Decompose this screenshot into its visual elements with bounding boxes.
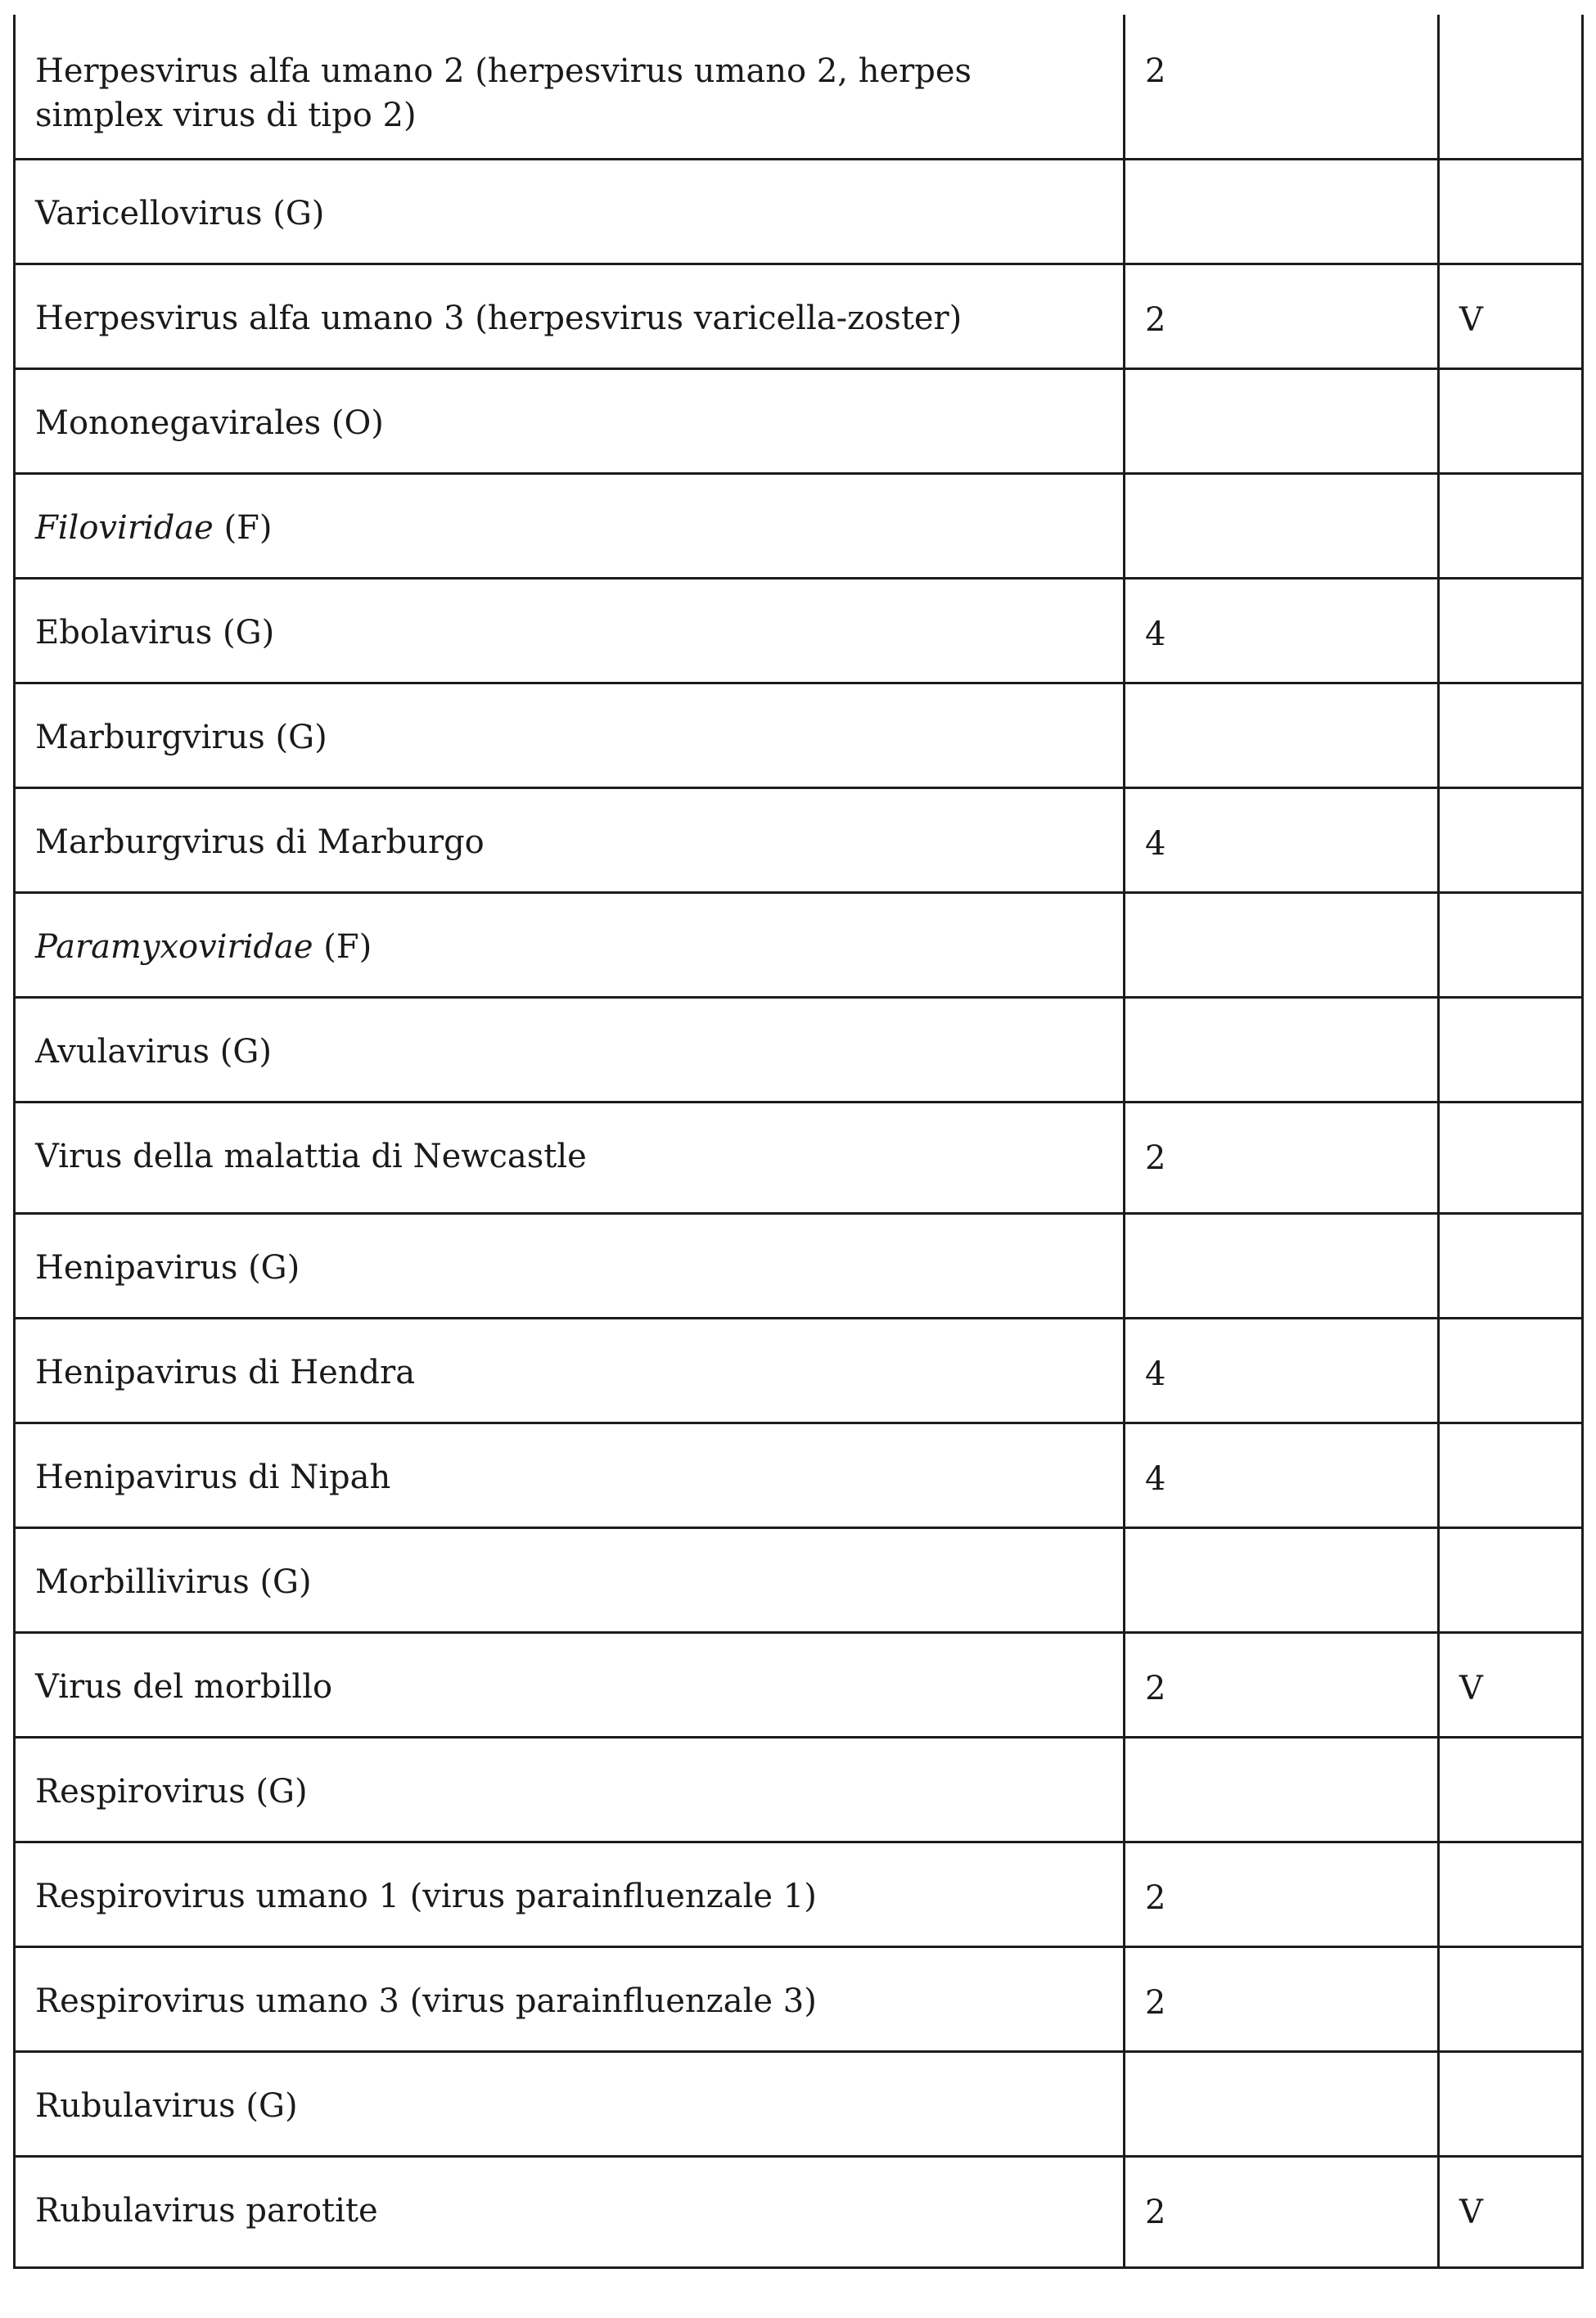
agent-classification-table: [13, 15, 1584, 2269]
risk-group-cell: [1125, 683, 1439, 787]
agent-name: Henipavirus di Hendra: [35, 1353, 416, 1391]
agent-name-cell: [15, 787, 1125, 892]
risk-group-cell: [1125, 1527, 1439, 1632]
risk-group-cell: 2: [1125, 264, 1439, 368]
agent-name-cell: [15, 264, 1125, 368]
table-row: [15, 1737, 1583, 1842]
risk-group-cell: [1125, 473, 1439, 578]
note-cell: [1439, 1737, 1583, 1842]
note-cell: V: [1439, 264, 1583, 368]
table-row: [15, 1102, 1583, 1213]
risk-group-cell: [1125, 368, 1439, 473]
agent-name-cell: [15, 2051, 1125, 2156]
agent-name-cell: [15, 159, 1125, 264]
risk-group-cell: 4: [1125, 578, 1439, 683]
note-cell: [1439, 683, 1583, 787]
agent-name: Marburgvirus (G): [35, 718, 327, 756]
agent-name: Henipavirus di Nipah: [35, 1458, 391, 1496]
table-row: [15, 892, 1583, 997]
agent-name-cell: [15, 1842, 1125, 1946]
risk-group-cell: [1125, 892, 1439, 997]
agent-name-cell: [15, 997, 1125, 1102]
risk-group-cell: 2: [1125, 1842, 1439, 1946]
agent-name-italic: Filoviridae: [35, 508, 214, 547]
table-row: [15, 2051, 1583, 2156]
risk-group-cell: [1125, 1213, 1439, 1318]
note-cell: [1439, 159, 1583, 264]
risk-group-cell: 4: [1125, 1318, 1439, 1423]
note-cell: [1439, 1318, 1583, 1423]
agent-name: Respirovirus umano 1 (virus parainfluenzale 1): [35, 1877, 817, 1915]
risk-group-cell: 4: [1125, 787, 1439, 892]
note-cell: [1439, 578, 1583, 683]
table-row: [15, 2156, 1583, 2267]
table-row: [15, 1946, 1583, 2051]
agent-name: Respirovirus (G): [35, 1772, 308, 1811]
risk-group-cell: [1125, 1737, 1439, 1842]
note-cell: [1439, 997, 1583, 1102]
table-row: [15, 473, 1583, 578]
table-row: [15, 1842, 1583, 1946]
agent-name: Virus della malattia di Newcastle: [35, 1137, 587, 1175]
agent-name: Herpesvirus alfa umano 2 (herpesvirus umano 2, herpes simplex virus di tipo 2): [35, 52, 972, 134]
agent-name-cell: [15, 1213, 1125, 1318]
agent-name: Varicellovirus (G): [35, 194, 325, 232]
note-cell: [1439, 787, 1583, 892]
note-cell: [1439, 15, 1583, 159]
note-cell: [1439, 1842, 1583, 1946]
agent-name-cell: [15, 1632, 1125, 1737]
agent-name: Mononegavirales (O): [35, 404, 384, 442]
agent-name: Ebolavirus (G): [35, 613, 275, 652]
agent-name-cell: [15, 368, 1125, 473]
risk-group-cell: 2: [1125, 2156, 1439, 2267]
agent-name-cell: [15, 1737, 1125, 1842]
note-cell: [1439, 368, 1583, 473]
risk-group-cell: 2: [1125, 15, 1439, 159]
agent-name-cell: [15, 15, 1125, 159]
table-body: [15, 15, 1583, 2267]
table-row: [15, 1527, 1583, 1632]
note-cell: [1439, 892, 1583, 997]
agent-name-suffix: (F): [213, 508, 273, 547]
agent-name-cell: [15, 2156, 1125, 2267]
agent-name-cell: [15, 578, 1125, 683]
table-row: [15, 1632, 1583, 1737]
note-cell: [1439, 2051, 1583, 2156]
risk-group-cell: 4: [1125, 1423, 1439, 1527]
agent-name-suffix: (F): [313, 927, 372, 966]
note-cell: [1439, 1423, 1583, 1527]
risk-group-cell: 2: [1125, 1102, 1439, 1213]
agent-name: Avulavirus (G): [35, 1032, 272, 1071]
table-row: [15, 159, 1583, 264]
agent-name: Rubulavirus (G): [35, 2086, 298, 2125]
agent-name-cell: [15, 1946, 1125, 2051]
note-cell: [1439, 1213, 1583, 1318]
note-cell: [1439, 1527, 1583, 1632]
table-row: [15, 368, 1583, 473]
table-row: [15, 578, 1583, 683]
agent-name-italic: Paramyxoviridae: [35, 927, 313, 966]
agent-name: Henipavirus (G): [35, 1248, 300, 1287]
agent-name-cell: [15, 1102, 1125, 1213]
note-cell: V: [1439, 2156, 1583, 2267]
note-cell: [1439, 473, 1583, 578]
agent-name: Respirovirus umano 3 (virus parainfluenzale 3): [35, 1982, 817, 2020]
note-cell: [1439, 1102, 1583, 1213]
table-row: [15, 787, 1583, 892]
agent-name-cell: [15, 683, 1125, 787]
agent-name-cell: [15, 1318, 1125, 1423]
agent-name-cell: [15, 473, 1125, 578]
note-cell: [1439, 1946, 1583, 2051]
table-row: [15, 1213, 1583, 1318]
agent-name: Herpesvirus alfa umano 3 (herpesvirus varicella-zoster): [35, 299, 963, 337]
table-row: [15, 264, 1583, 368]
table-row: [15, 997, 1583, 1102]
risk-group-cell: [1125, 2051, 1439, 2156]
agent-name-cell: [15, 892, 1125, 997]
agent-name: Morbillivirus (G): [35, 1563, 312, 1601]
risk-group-cell: [1125, 159, 1439, 264]
agent-name: Rubulavirus parotite: [35, 2191, 378, 2230]
table-row: [15, 683, 1583, 787]
agent-name: Marburgvirus di Marburgo: [35, 823, 485, 861]
table-row: [15, 1423, 1583, 1527]
risk-group-cell: 2: [1125, 1632, 1439, 1737]
note-cell: V: [1439, 1632, 1583, 1737]
agent-name-cell: [15, 1527, 1125, 1632]
risk-group-cell: [1125, 997, 1439, 1102]
agent-name-cell: [15, 1423, 1125, 1527]
table-row: [15, 15, 1583, 159]
table-row: [15, 1318, 1583, 1423]
risk-group-cell: 2: [1125, 1946, 1439, 2051]
agent-name: Virus del morbillo: [35, 1667, 333, 1706]
